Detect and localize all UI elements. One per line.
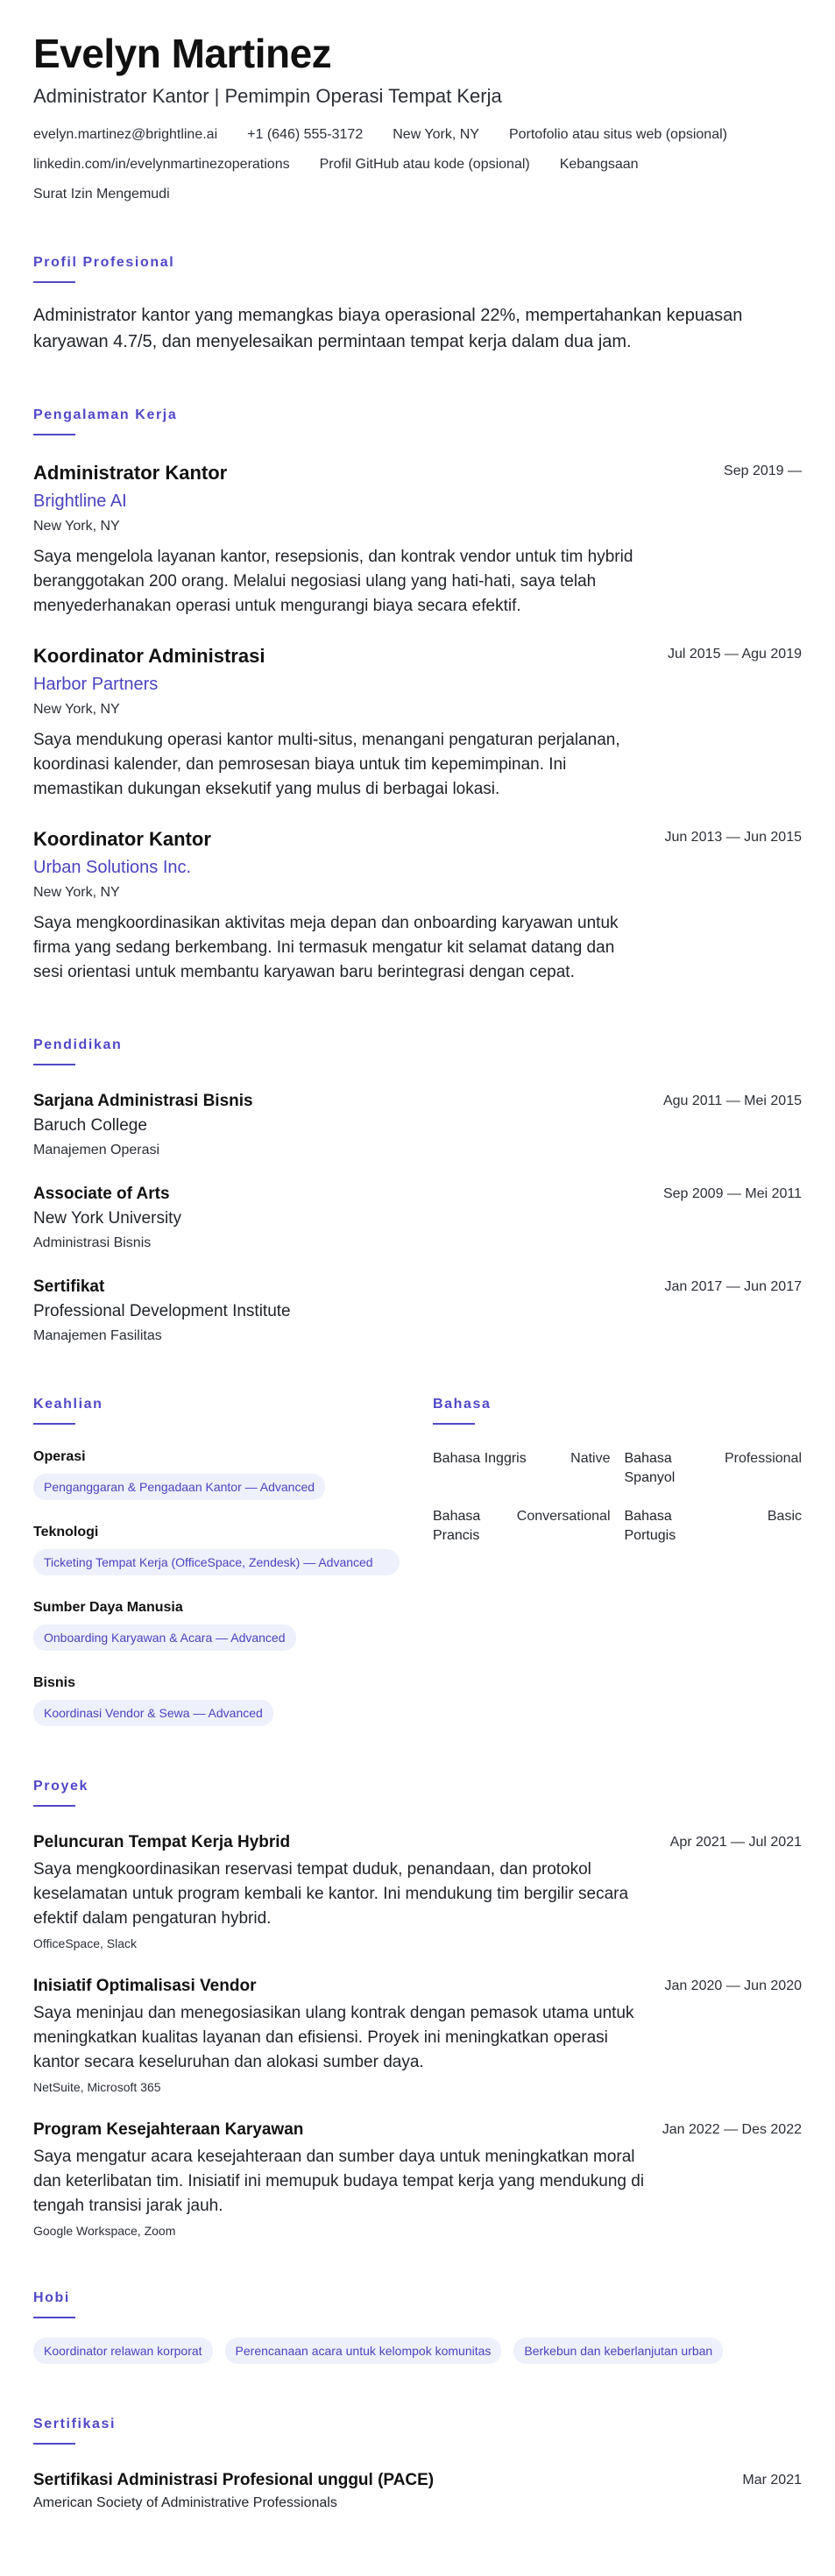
section-divider xyxy=(33,2317,75,2318)
education-field: Manajemen Operasi xyxy=(33,1142,160,1157)
skill-group-name: Operasi xyxy=(33,1448,86,1464)
education-field: Manajemen Fasilitas xyxy=(33,1327,162,1343)
experience-role: Koordinator Kantor xyxy=(33,827,211,850)
experience-description: Saya mendukung operasi kantor multi-situs, menangani pengaturan perjalanan, koordinasi kalender, dan pemrosesan biaya untuk tim kepemimpinan. Ini memastikan dukungan eksekutif yang mulus di berbagai lokasi. xyxy=(33,730,620,798)
contact-email[interactable]: evelyn.martinez@brightline.ai xyxy=(33,126,218,142)
experience-description: Saya mengelola layanan kantor, resepsionis, dan kontrak vendor untuk tim hybrid beranggotakan 200 orang. Melalui negosiasi ulang yang hati-hati, saya telah menyederhanakan operasi untuk mengurangi biaya secara efektif. xyxy=(33,547,633,615)
section-title: Keahlian xyxy=(33,1396,103,1412)
hobby-chip: Perencanaan acara untuk kelompok komunitas xyxy=(225,2338,502,2364)
contact-linkedin[interactable]: linkedin.com/in/evelynmartinezoperations xyxy=(33,156,290,172)
skills-section xyxy=(33,1397,400,1726)
experience-company: Harbor Partners xyxy=(33,674,159,694)
section-divider xyxy=(33,1423,75,1425)
project-tech: OfficeSpace, Slack xyxy=(33,1936,138,1950)
project-tech: NetSuite, Microsoft 365 xyxy=(33,2079,161,2094)
education-date: Sep 2009 — Mei 2011 xyxy=(662,1185,802,1201)
skill-group xyxy=(33,1525,400,1575)
section-divider xyxy=(33,1064,75,1065)
skills-languages-row xyxy=(33,1397,802,1726)
skill-group xyxy=(33,1449,400,1500)
contact-nationality: Kebangsaan xyxy=(559,156,639,172)
candidate-name: Evelyn Martinez xyxy=(33,31,332,76)
languages-section xyxy=(433,1397,802,1726)
experience-location: New York, NY xyxy=(33,518,120,534)
education-degree: Sertifikat xyxy=(33,1277,105,1296)
project-name: Inisiatif Optimalisasi Vendor xyxy=(33,1976,257,1995)
experience-date: Sep 2019 — xyxy=(724,463,802,478)
hobby-chip: Berkebun dan keberlanjutan urban xyxy=(513,2338,723,2364)
experience-description: Saya mengkoordinasikan aktivitas meja depan dan onboarding karyawan untuk firma yang sedang berkembang. Ini termasuk mengatur kit selamat datang dan sesi orientasi untuk membantu karyawan baru berintegrasi dengan cepat. xyxy=(33,913,619,981)
skill-group-name: Teknologi xyxy=(33,1524,99,1539)
certification-name: Sertifikasi Administrasi Profesional unggul (PACE) xyxy=(33,2470,435,2489)
section-title: Pengalaman Kerja xyxy=(33,407,178,422)
language-name: Bahasa Prancis xyxy=(433,1508,481,1543)
experience-date: Jun 2013 — Jun 2015 xyxy=(664,829,802,845)
education-degree: Associate of Arts xyxy=(33,1184,170,1203)
education-school: Baruch College xyxy=(33,1115,147,1135)
experience-section xyxy=(33,407,802,985)
certification-issuer: American Society of Administrative Professionals xyxy=(33,2495,337,2510)
contact-github[interactable]: Profil GitHub atau kode (opsional) xyxy=(319,156,530,172)
language-level: Conversational xyxy=(516,1508,611,1524)
contact-location: New York, NY xyxy=(393,126,479,142)
project-entry xyxy=(33,2120,802,2238)
certification-entry xyxy=(33,2471,802,2511)
section-divider xyxy=(33,1805,75,1807)
section-divider xyxy=(433,1423,475,1425)
language-level: Basic xyxy=(767,1508,802,1524)
project-date: Apr 2021 — Jul 2021 xyxy=(669,1834,802,1850)
resume-header xyxy=(33,32,802,202)
experience-company: Brightline AI xyxy=(33,491,127,511)
section-title: Proyek xyxy=(33,1778,88,1794)
hobby-chip: Koordinator relawan korporat xyxy=(33,2338,213,2364)
summary-section xyxy=(33,255,802,355)
skill-chip: Penganggaran & Pengadaan Kantor — Advanced xyxy=(33,1474,325,1500)
experience-entry xyxy=(33,645,802,802)
language-item xyxy=(433,1507,611,1546)
experience-date: Jul 2015 — Agu 2019 xyxy=(667,646,802,662)
skill-group-name: Sumber Daya Manusia xyxy=(33,1599,183,1615)
candidate-headline: Administrator Kantor | Pemimpin Operasi Tempat Kerja xyxy=(33,84,502,107)
certification-date: Mar 2021 xyxy=(742,2472,802,2488)
project-name: Peluncuran Tempat Kerja Hybrid xyxy=(33,1832,291,1851)
section-title: Hobi xyxy=(33,2289,70,2305)
section-divider xyxy=(33,2443,75,2445)
project-entry xyxy=(33,1977,802,2094)
education-field: Administrasi Bisnis xyxy=(33,1235,152,1250)
hobbies-section xyxy=(33,2290,802,2364)
section-divider xyxy=(33,434,75,435)
education-date: Agu 2011 — Mei 2015 xyxy=(662,1093,802,1108)
experience-company: Urban Solutions Inc. xyxy=(33,857,192,877)
project-entry xyxy=(33,1833,802,1950)
project-name: Program Kesejahteraan Karyawan xyxy=(33,2120,304,2139)
language-name: Bahasa Portugis xyxy=(624,1508,676,1543)
education-school: New York University xyxy=(33,1208,181,1228)
project-date: Jan 2022 — Des 2022 xyxy=(662,2121,802,2137)
certifications-section xyxy=(33,2417,802,2511)
project-tech: Google Workspace, Zoom xyxy=(33,2223,176,2238)
education-entry xyxy=(33,1092,802,1158)
language-level: Native xyxy=(570,1450,611,1466)
experience-entry xyxy=(33,828,802,985)
education-school: Professional Development Institute xyxy=(33,1301,291,1320)
language-item xyxy=(625,1507,803,1546)
experience-location: New York, NY xyxy=(33,701,120,717)
education-section xyxy=(33,1037,802,1344)
section-title: Pendidikan xyxy=(33,1037,123,1052)
language-list xyxy=(433,1449,802,1546)
section-title: Sertifikasi xyxy=(33,2416,117,2431)
skill-group xyxy=(33,1600,400,1651)
education-date: Jan 2017 — Jun 2017 xyxy=(664,1278,802,1294)
skill-chip: Ticketing Tempat Kerja (OfficeSpace, Zendesk) — Advanced xyxy=(33,1549,400,1575)
contact-list xyxy=(33,127,802,202)
experience-entry xyxy=(33,462,802,619)
project-description: Saya meninjau dan menegosiasikan ulang kontrak dengan pemasok utama untuk meningkatkan kualitas layanan dan efisiensi. Proyek ini meningkatkan operasi kantor secara keseluruhan dan alokasi sumber daya. xyxy=(33,2003,634,2071)
project-date: Jan 2020 — Jun 2020 xyxy=(664,1978,802,1993)
projects-section xyxy=(33,1779,802,2238)
contact-phone[interactable]: +1 (646) 555-3172 xyxy=(247,126,364,142)
hobby-list xyxy=(33,2338,802,2364)
education-degree: Sarjana Administrasi Bisnis xyxy=(33,1091,253,1110)
contact-portfolio[interactable]: Portofolio atau situs web (opsional) xyxy=(508,126,727,142)
section-title: Profil Profesional xyxy=(33,254,175,270)
skill-group-name: Bisnis xyxy=(33,1674,76,1690)
project-description: Saya mengatur acara kesejahteraan dan sumber daya untuk meningkatkan moral dan keterlibatan tim. Inisiatif ini memupuk budaya tempat kerja yang mendukung di tengah transisi jarak jauh. xyxy=(33,2147,645,2215)
project-description: Saya mengkoordinasikan reservasi tempat duduk, penandaan, dan protokol keselamatan untuk program kembali ke kantor. Ini mendukung tim bergilir secara efektif dalam pengaturan hybrid. xyxy=(33,1859,629,1928)
language-item xyxy=(433,1449,611,1488)
contact-driving-license: Surat Izin Mengemudi xyxy=(33,186,170,202)
language-name: Bahasa Spanyol xyxy=(624,1450,676,1485)
summary-text: Administrator kantor yang memangkas biaya operasional 22%, mempertahankan kepuasan karyawan 4.7/5, dan menyelesaikan permintaan tempat kerja dalam dua jam. xyxy=(33,305,743,351)
section-divider xyxy=(33,281,75,283)
language-name: Bahasa Inggris xyxy=(433,1450,527,1466)
experience-role: Administrator Kantor xyxy=(33,461,228,484)
language-level: Professional xyxy=(724,1450,802,1466)
education-entry xyxy=(33,1277,802,1344)
skill-chip: Onboarding Karyawan & Acara — Advanced xyxy=(33,1624,296,1651)
experience-location: New York, NY xyxy=(33,884,120,900)
education-entry xyxy=(33,1185,802,1251)
section-title: Bahasa xyxy=(433,1396,492,1412)
skill-group xyxy=(33,1675,400,1726)
experience-role: Koordinator Administrasi xyxy=(33,644,265,667)
skill-chip: Koordinasi Vendor & Sewa — Advanced xyxy=(33,1700,273,1726)
language-item xyxy=(625,1449,803,1488)
